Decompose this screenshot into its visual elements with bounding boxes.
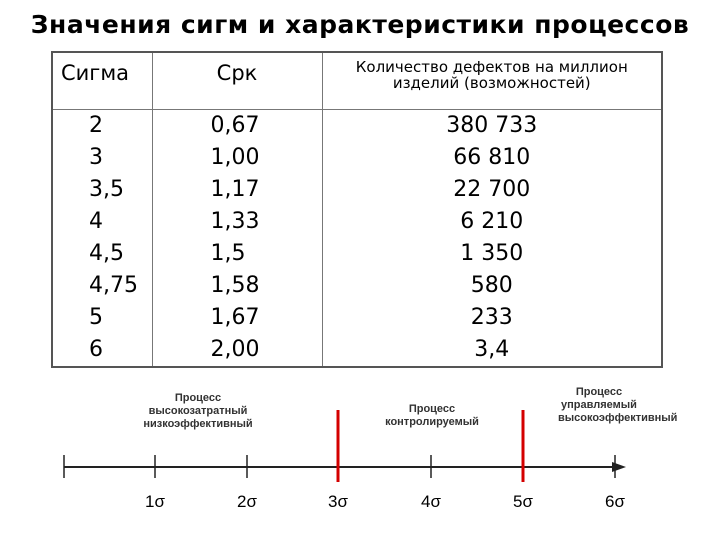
page-title: Значения сигм и характеристики процессов — [30, 10, 690, 39]
table-row — [52, 302, 662, 334]
annotation-controlled: Процесс контролируемый — [385, 403, 479, 428]
cell-cpk: 1,5 — [152, 238, 322, 270]
sigma-table — [51, 51, 663, 368]
tick-label: 2σ — [237, 492, 257, 511]
cell-sigma: 4 — [52, 206, 152, 238]
cell-sigma: 4,75 — [52, 270, 152, 302]
table-row — [52, 334, 662, 367]
sigma-scale — [0, 370, 720, 540]
cell-defects: 3,4 — [322, 334, 662, 367]
cell-sigma: 3 — [52, 142, 152, 174]
table-row — [52, 142, 662, 174]
cell-sigma: 6 — [52, 334, 152, 367]
cell-defects: 1 350 — [322, 238, 662, 270]
cell-defects: 233 — [322, 302, 662, 334]
cell-cpk: 0,67 — [152, 110, 322, 143]
cell-sigma: 2 — [52, 110, 152, 143]
cell-cpk: 1,58 — [152, 270, 322, 302]
annotation-low-efficiency: Процесс высокозатратный низкоэффективный — [143, 392, 253, 430]
table-row — [52, 174, 662, 206]
tick-label: 6σ — [605, 492, 625, 511]
cell-cpk: 1,67 — [152, 302, 322, 334]
cell-sigma: 3,5 — [52, 174, 152, 206]
cell-sigma: 5 — [52, 302, 152, 334]
cell-sigma: 4,5 — [52, 238, 152, 270]
cell-cpk: 1,33 — [152, 206, 322, 238]
cell-cpk: 1,00 — [152, 142, 322, 174]
header-defects: Количество дефектов на миллион изделий (возможностей) — [322, 52, 662, 110]
tick-label: 1σ — [145, 492, 165, 511]
table-row — [52, 110, 662, 143]
cell-cpk: 2,00 — [152, 334, 322, 367]
tick-label: 3σ — [328, 492, 348, 511]
table-header-row — [52, 52, 662, 110]
table-row — [52, 206, 662, 238]
cell-defects: 580 — [322, 270, 662, 302]
cell-defects: 380 733 — [322, 110, 662, 143]
header-cpk: Срк — [152, 52, 322, 110]
cell-defects: 22 700 — [322, 174, 662, 206]
cell-defects: 66 810 — [322, 142, 662, 174]
tick-label: 4σ — [421, 492, 441, 511]
tick-label: 5σ — [513, 492, 533, 511]
header-sigma: Сигма — [52, 52, 152, 110]
table-row — [52, 238, 662, 270]
axis-arrow — [612, 462, 626, 472]
table-row — [52, 270, 662, 302]
cell-cpk: 1,17 — [152, 174, 322, 206]
annotation-managed: Процесс управляемый высокоэффективный — [558, 386, 678, 424]
cell-defects: 6 210 — [322, 206, 662, 238]
